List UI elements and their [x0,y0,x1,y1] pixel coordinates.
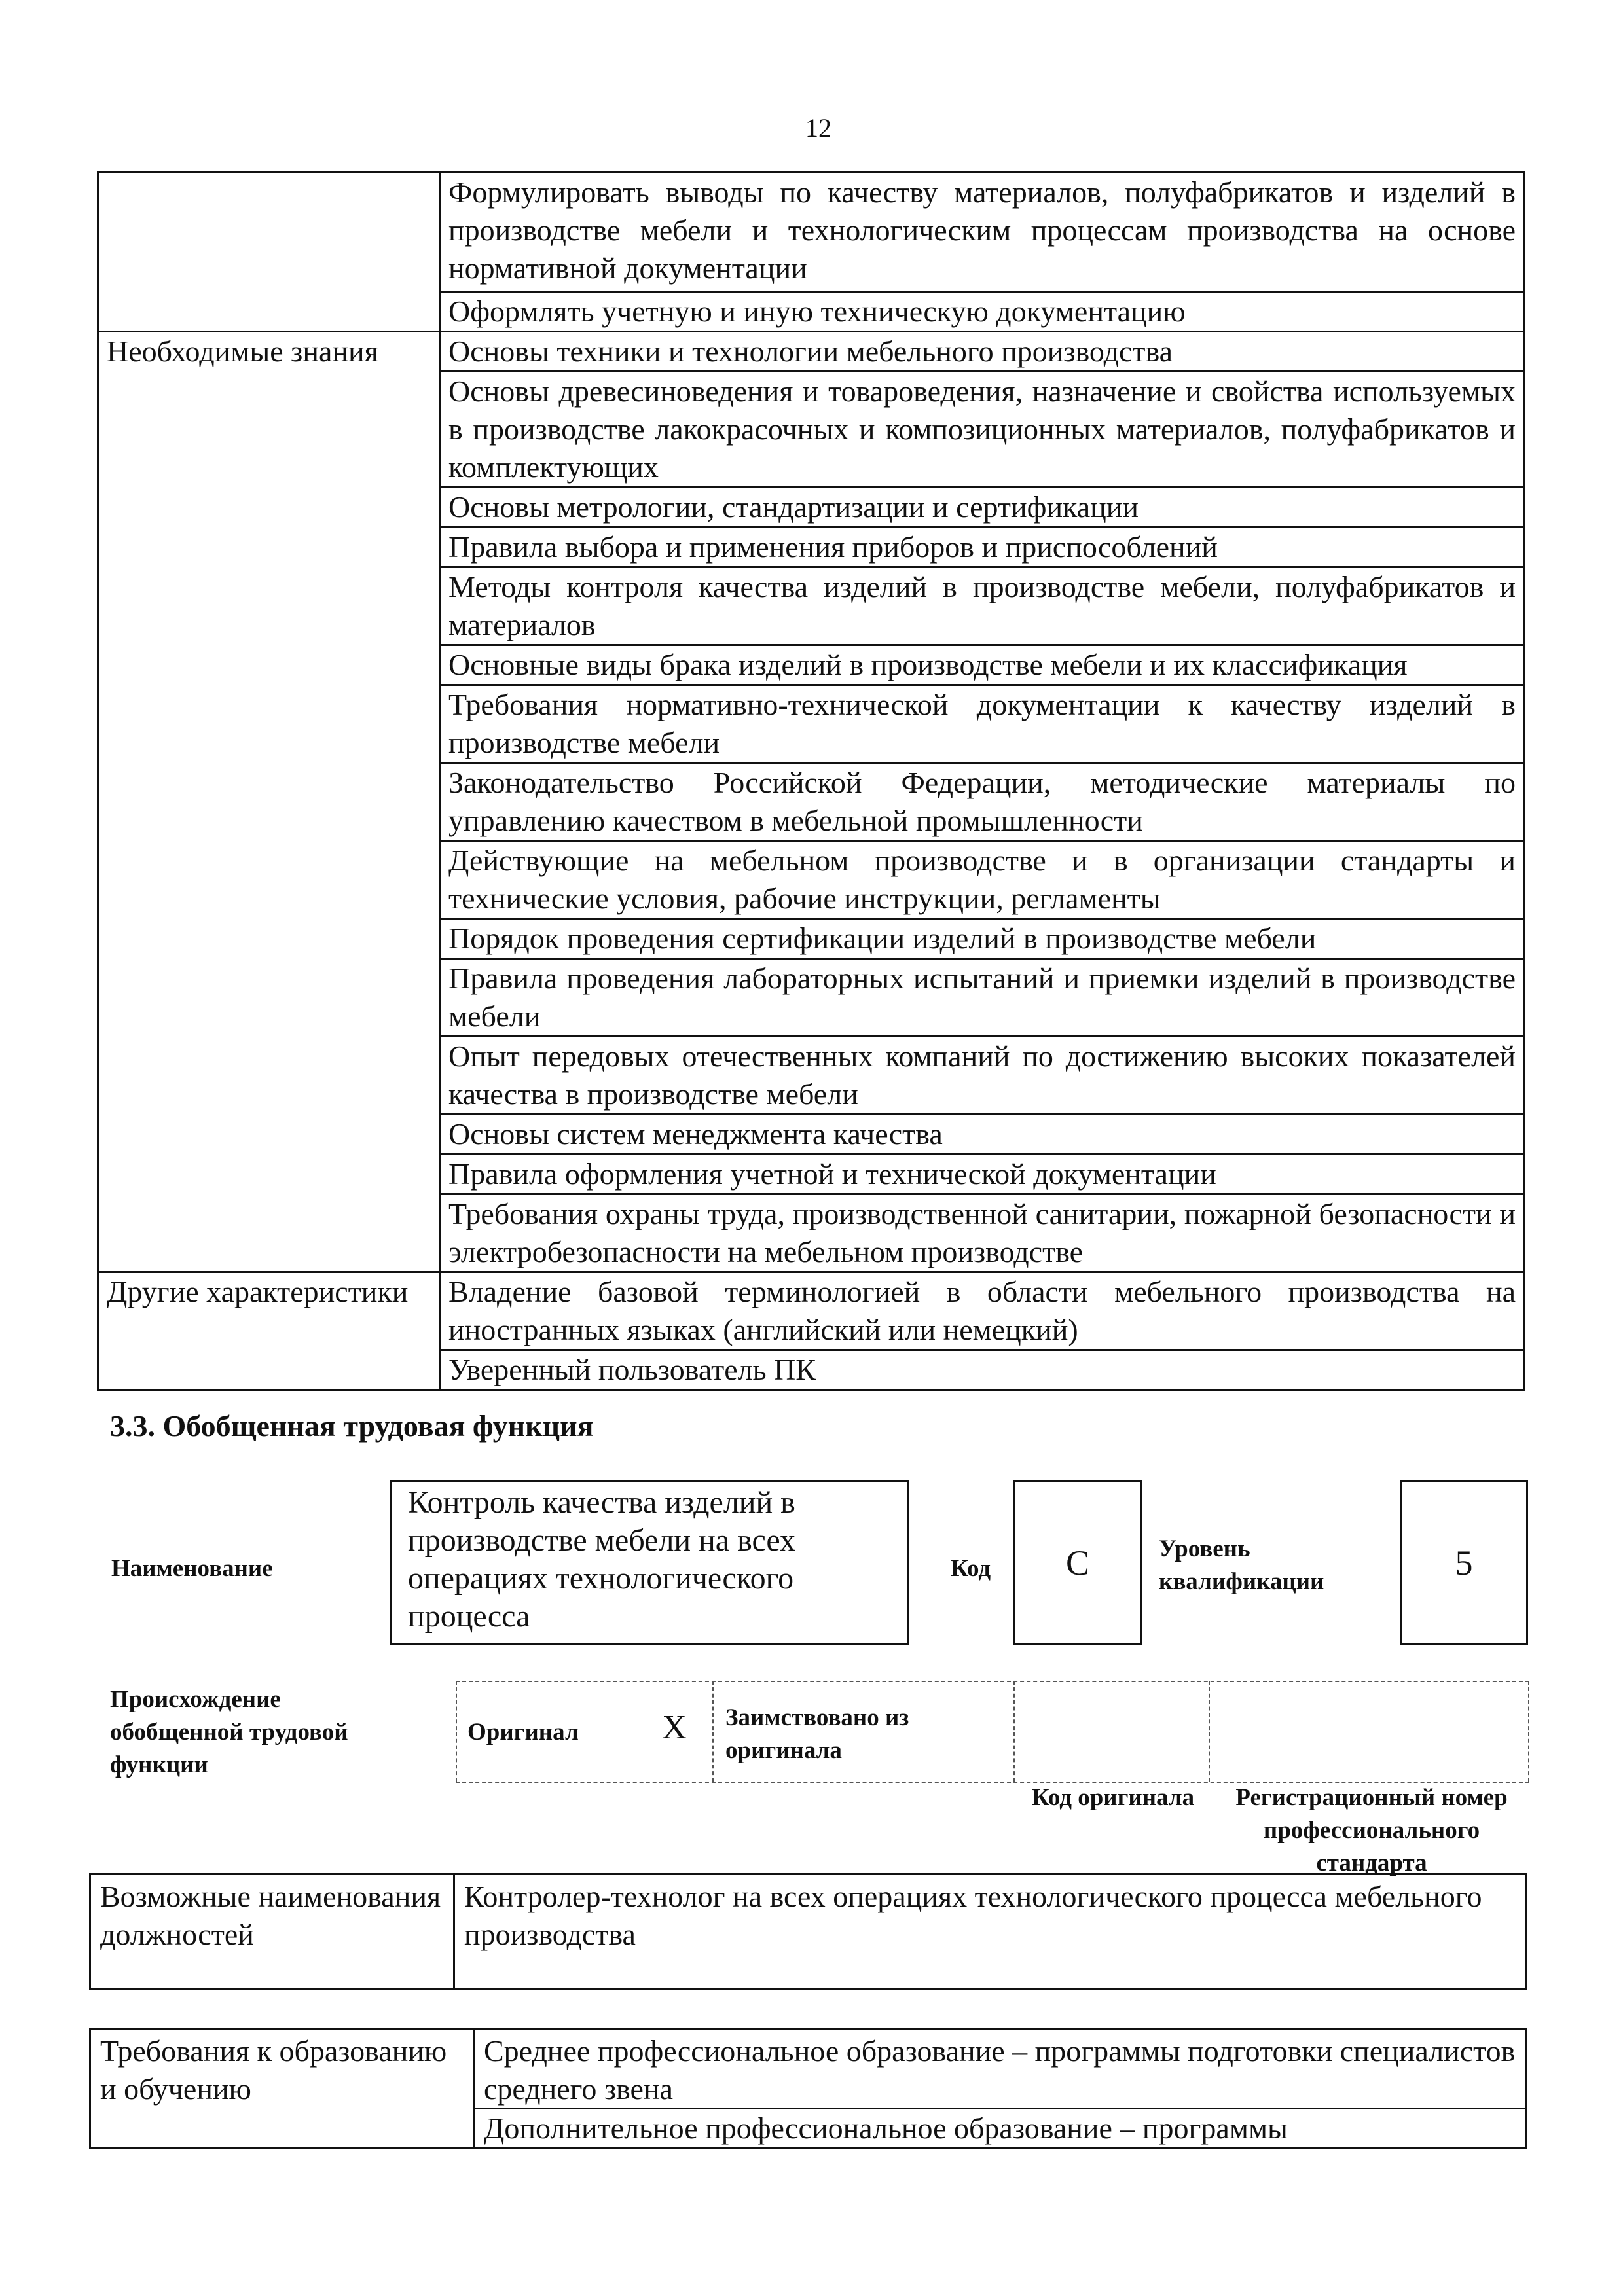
table-row [90,2029,1526,2149]
table-row [98,173,1525,292]
table-row [98,1272,1525,1350]
positions-label: Возможные наименования должностей [90,1874,454,1990]
knowledge-cell: Основы систем менеджмента качества [440,1115,1525,1155]
knowledge-cell: Основы древесиноведения и товароведения, назначение и свойства используемых в производстве лакокрасочных и композиционных материалов, полуфабрикатов и комплектующих [440,372,1525,488]
table-row [90,1874,1526,1990]
knowledge-table [97,171,1525,1391]
knowledge-cell: Законодательство Российской Федерации, методические материалы по управлению качеством в мебельной промышленности [440,763,1525,841]
education-line: Среднее профессиональное образование – программы подготовки специалистов среднего звена [484,2034,1516,2106]
origin-divider [1528,1681,1529,1782]
skill-cell: Формулировать выводы по качеству материалов, полуфабрикатов и изделий в производстве мебели и технологическим процессам производства на основе нормативной документации [440,173,1525,292]
knowledge-cell: Основы метрологии, стандартизации и сертификации [440,488,1525,528]
knowledge-cell: Требования охраны труда, производственной санитарии, пожарной безопасности и электробезопасности на мебельном производстве [440,1194,1525,1272]
level-value: 5 [1400,1480,1528,1645]
knowledge-cell: Опыт передовых отечественных компаний по достижению высоких показателей качества в производстве мебели [440,1037,1525,1115]
education-cell [474,2029,1526,2149]
borrowed-label: Заимствовано из оригинала [725,1704,909,1764]
origin-label: Происхождение обобщенной трудовой функции [110,1686,348,1778]
original-label: Оригинал [467,1719,579,1746]
original-mark: X [662,1709,687,1746]
function-name: Контроль качества изделий в производстве мебели на всех операциях технологического процесса [390,1480,909,1645]
name-label: Наименование [111,1555,273,1582]
education-table [89,2028,1527,2149]
other-label: Другие характеристики [98,1272,440,1390]
knowledge-cell: Основы техники и технологии мебельного производства [440,332,1525,372]
code-label: Код [951,1555,991,1582]
code-original-caption: Код оригинала [1031,1784,1195,1811]
knowledge-cell: Правила проведения лабораторных испытаний и приемки изделий в производстве мебели [440,959,1525,1037]
page-number: 12 [805,113,831,143]
reg-number-caption: Регистрационный номер профессионального стандарта [1235,1784,1508,1876]
knowledge-cell: Методы контроля качества изделий в производстве мебели, полуфабрикатов и материалов [440,567,1525,645]
knowledge-cell: Действующие на мебельном производстве и в организации стандарты и технические условия, рабочие инструкции, регламенты [440,841,1525,919]
origin-divider [712,1681,714,1782]
origin-top-line [456,1681,1529,1682]
education-label: Требования к образованию и обучению [90,2029,474,2149]
origin-divider [1013,1681,1015,1782]
origin-divider [1209,1681,1210,1782]
knowledge-cell: Правила выбора и применения приборов и приспособлений [440,528,1525,567]
level-label: Уровень квалификации [1159,1535,1324,1595]
row-label [98,173,440,332]
knowledge-cell: Порядок проведения сертификации изделий в производстве мебели [440,919,1525,959]
knowledge-label: Необходимые знания [98,332,440,1272]
origin-divider [456,1681,457,1782]
knowledge-cell: Основные виды брака изделий в производстве мебели и их классификация [440,645,1525,685]
table-row [98,332,1525,372]
skill-cell: Оформлять учетную и иную техническую документацию [440,292,1525,332]
positions-value: Контролер-технолог на всех операциях технологического процесса мебельного производства [454,1874,1526,1990]
positions-table [89,1873,1527,1990]
section-title: 3.3. Обобщенная трудовая функция [110,1409,594,1443]
education-line: Дополнительное профессиональное образование – программы [475,2108,1525,2147]
other-cell: Владение базовой терминологией в области мебельного производства на иностранных языках (английский или немецкий) [440,1272,1525,1350]
code-value: C [1013,1480,1142,1645]
knowledge-cell: Правила оформления учетной и технической документации [440,1155,1525,1194]
other-cell: Уверенный пользователь ПК [440,1350,1525,1390]
knowledge-cell: Требования нормативно-технической документации к качеству изделий в производстве мебели [440,685,1525,763]
